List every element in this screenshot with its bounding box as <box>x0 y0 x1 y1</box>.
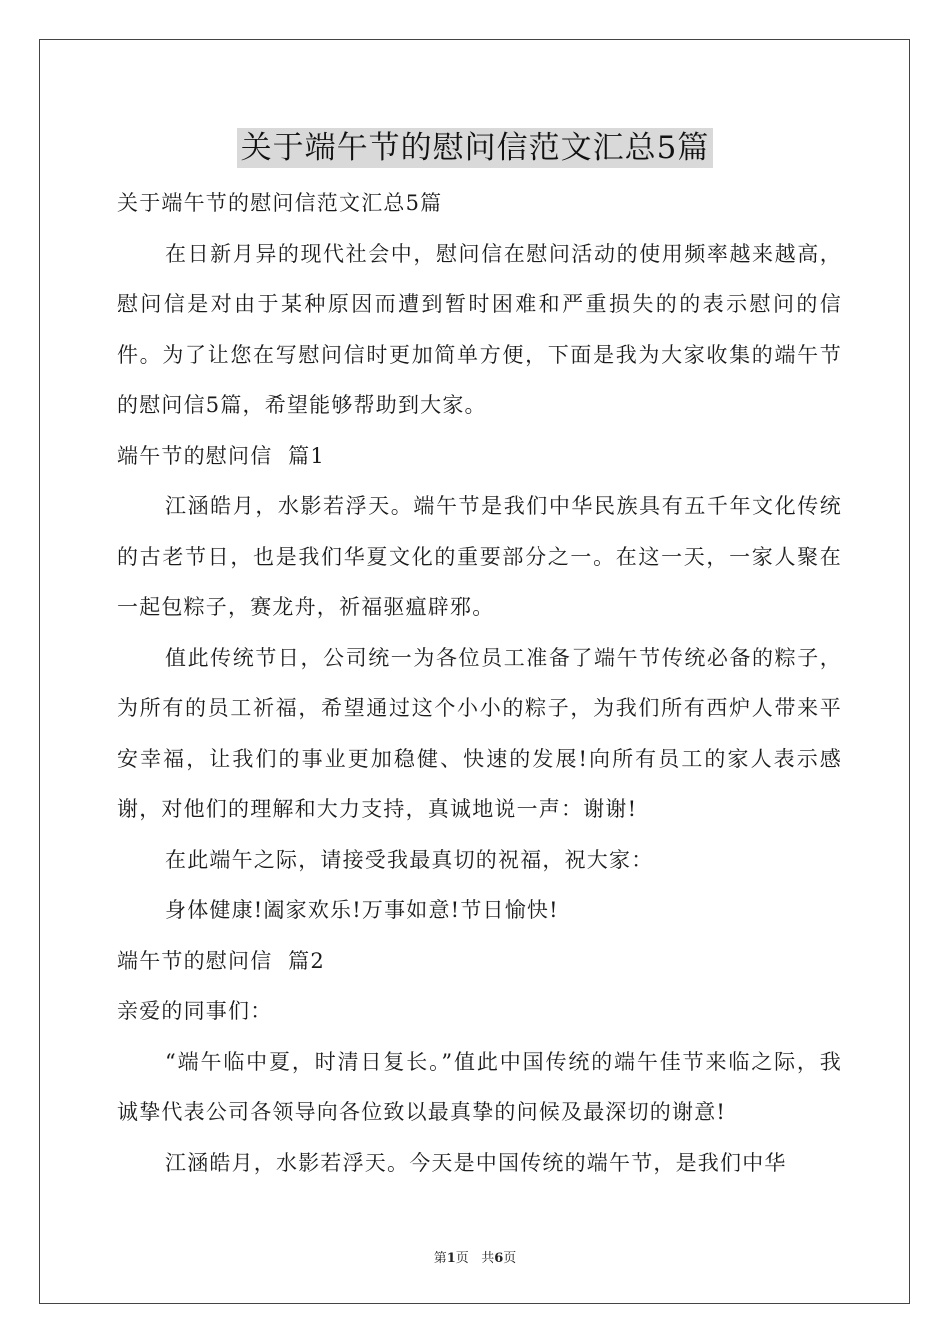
footer-page-prefix: 第 <box>433 1251 447 1266</box>
section-1-paragraph-4: 身体健康!阖家欢乐!万事如意!节日愉快! <box>165 898 559 922</box>
subtitle: 关于端午节的慰问信范文汇总5篇 <box>117 191 443 215</box>
document-title: 关于端午节的慰问信范文汇总5篇 <box>237 128 714 168</box>
footer-total-pages: 6 <box>494 1251 504 1266</box>
section-1-paragraph-3: 在此端午之际，请接受我最真切的祝福，祝大家： <box>165 847 654 872</box>
section-2-heading: 端午节的慰问信 篇2 <box>117 948 325 973</box>
section-2-paragraph-1: “端午临中夏，时清日复长。”值此中国传统的端午佳节来临之际，我诚挚代表公司各领导向各位致以最真挚的问候及最深切的谢意! <box>117 1049 842 1124</box>
footer-page-mid: 页 共 <box>455 1251 495 1266</box>
title-container <box>0 128 950 168</box>
section-2-greeting: 亲爱的同事们： <box>117 999 273 1023</box>
intro-paragraph: 在日新月异的现代社会中，慰问信在慰问活动的使用频率越来越高，慰问信是对由于某种原因而遭到暂时困难和严重损失的的表示慰问的信件。为了让您在写慰问信时更加简单方便，下面是我为大家收集的端午节的慰问信5篇，希望能够帮助到大家。 <box>117 241 842 417</box>
document-body <box>117 178 842 1188</box>
page-footer <box>0 1247 950 1266</box>
section-1-paragraph-2: 值此传统节日，公司统一为各位员工准备了端午节传统必备的粽子，为所有的员工祈福，希望通过这个小小的粽子，为我们所有西炉人带来平安幸福，让我们的事业更加稳健、快速的发展!向所有员工的家人表示感谢，对他们的理解和大力支持，真诚地说一声：谢谢! <box>117 645 842 821</box>
section-2-paragraph-2: 江涵皓月，水影若浮天。今天是中国传统的端午节，是我们中华 <box>165 1150 787 1175</box>
footer-page-number: 1 <box>446 1251 456 1266</box>
footer-page-suffix: 页 <box>503 1251 517 1266</box>
section-1-heading: 端午节的慰问信 篇1 <box>117 443 325 468</box>
section-1-paragraph-1: 江涵皓月，水影若浮天。端午节是我们中华民族具有五千年文化传统的古老节日，也是我们华夏文化的重要部分之一。在这一天，一家人聚在一起包粽子，赛龙舟，祈福驱瘟辟邪。 <box>117 494 842 619</box>
